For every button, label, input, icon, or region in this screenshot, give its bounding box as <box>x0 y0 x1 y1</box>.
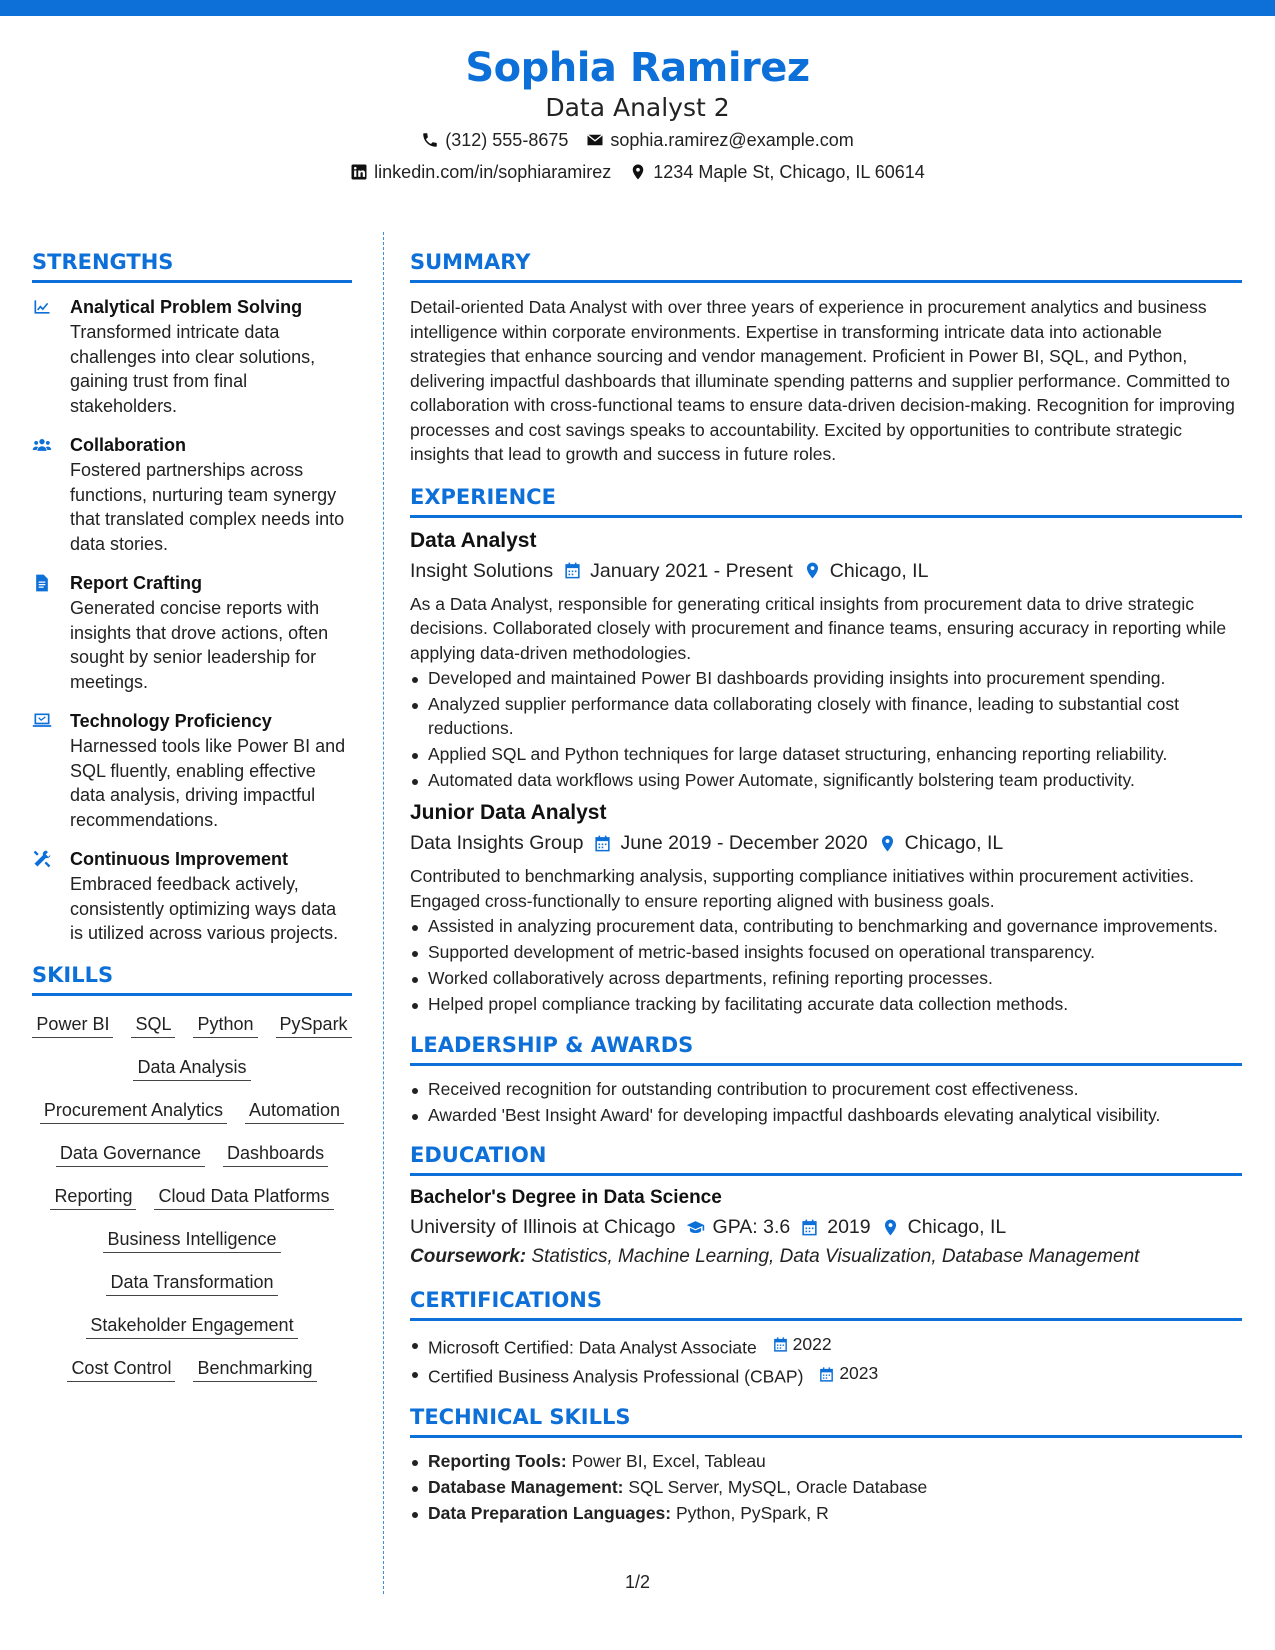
technical-skill-label: Reporting Tools: <box>428 1451 567 1471</box>
job-dates <box>593 828 867 858</box>
skill-tag: Data Analysis <box>133 1055 250 1081</box>
chart-line-icon <box>32 297 52 317</box>
job-location-text: Chicago, IL <box>904 832 1004 854</box>
left-column <box>32 248 352 1382</box>
calendar-icon <box>563 561 582 580</box>
education-year-text: 2019 <box>827 1216 871 1238</box>
email-text: sophia.ramirez@example.com <box>610 130 854 150</box>
skill-tag: Benchmarking <box>193 1356 316 1382</box>
skill-tag: Automation <box>245 1098 344 1124</box>
envelope-icon <box>586 131 604 149</box>
strength-title: Report Crafting <box>70 573 202 593</box>
certification-year: 2023 <box>839 1363 879 1384</box>
skill-tag: PySpark <box>276 1012 352 1038</box>
technical-skill-label: Data Preparation Languages: <box>428 1503 672 1523</box>
contact-row-2 <box>0 156 1275 188</box>
job-bullet: Applied SQL and Python techniques for large dataset structuring, enhancing reporting reliability. <box>410 743 1242 767</box>
map-pin-icon <box>878 834 897 853</box>
skill-tag: Python <box>193 1012 257 1038</box>
laptop-icon <box>32 711 52 731</box>
strength-title: Analytical Problem Solving <box>70 297 303 317</box>
job-description: As a Data Analyst, responsible for generating critical insights from procurement data to drive strategic decisions. Collaborated closely with procurement and finance teams, ensuring accuracy in reporting while applying data-driven methodologies. <box>410 593 1227 663</box>
job-meta <box>410 828 1242 858</box>
job-title: Junior Data Analyst <box>410 801 607 824</box>
certifications-list <box>410 1333 1242 1389</box>
contact-row-1 <box>0 124 1275 156</box>
job-title: Data Analyst <box>410 528 537 552</box>
job-bullet: Supported development of metric-based insights focused on operational transparency. <box>410 941 1242 965</box>
map-pin-icon <box>629 163 647 181</box>
skill-tag: SQL <box>131 1012 175 1038</box>
skill-tag: Cloud Data Platforms <box>154 1184 333 1210</box>
skill-tag: Procurement Analytics <box>40 1098 227 1124</box>
strength-item <box>32 295 352 418</box>
job-bullets <box>410 915 1242 1017</box>
job-bullet: Automated data workflows using Power Automate, significantly bolstering team productivity. <box>410 769 1242 793</box>
coursework-label: Coursework: <box>410 1246 527 1267</box>
award-item: Awarded 'Best Insight Award' for developing impactful dashboards elevating analytical visibility. <box>410 1104 1242 1128</box>
strengths-heading: STRENGTHS <box>32 248 352 283</box>
award-item: Received recognition for outstanding contribution to procurement cost effectiveness. <box>410 1078 1242 1102</box>
job-location <box>803 556 929 586</box>
strength-desc: Harnessed tools like Power BI and SQL fluently, enabling effective data analysis, driving impactful recommendations. <box>70 736 346 830</box>
job-location <box>878 828 1004 858</box>
map-pin-icon <box>881 1218 900 1237</box>
top-accent-bar <box>0 0 1275 16</box>
strength-item <box>32 847 352 946</box>
job-location-text: Chicago, IL <box>829 559 929 582</box>
calendar-icon <box>800 1218 819 1237</box>
users-icon <box>32 435 52 455</box>
education-meta <box>410 1212 1242 1242</box>
education-location <box>881 1212 1007 1242</box>
job-company: Insight Solutions <box>410 559 554 582</box>
strength-item <box>32 709 352 832</box>
candidate-role: Data Analyst 2 <box>545 93 730 122</box>
strength-title: Continuous Improvement <box>70 849 289 869</box>
technical-skills-heading: TECHNICAL SKILLS <box>410 1403 1242 1438</box>
strength-desc: Embraced feedback actively, consistently optimizing ways data is utilized across various projects. <box>70 874 339 943</box>
strength-item <box>32 571 352 694</box>
linkedin-contact[interactable] <box>350 156 611 188</box>
technical-skills-list <box>410 1450 1242 1526</box>
skill-tag: Business Intelligence <box>103 1227 280 1253</box>
job-entry <box>410 798 1242 1017</box>
strength-desc: Fostered partnerships across functions, nurturing team synergy that translated complex needs into data stories. <box>70 460 345 554</box>
skill-tag: Data Governance <box>56 1141 205 1167</box>
column-divider <box>383 232 384 1594</box>
calendar-icon <box>818 1366 835 1383</box>
skill-tag: Power BI <box>32 1012 113 1038</box>
technical-skill-item <box>410 1502 1242 1526</box>
phone-contact[interactable] <box>421 124 568 156</box>
leadership-heading: LEADERSHIP & AWARDS <box>410 1031 1242 1066</box>
page-number: 1/2 <box>624 1572 651 1592</box>
technical-skill-item <box>410 1450 1242 1474</box>
job-dates-text: January 2021 - Present <box>590 559 793 582</box>
phone-icon <box>421 131 439 149</box>
leadership-list <box>410 1078 1242 1128</box>
linkedin-icon <box>350 163 368 181</box>
skill-tag: Data Transformation <box>106 1270 277 1296</box>
technical-skill-label: Database Management: <box>428 1477 624 1497</box>
job-bullet: Worked collaboratively across departments, refining reporting processes. <box>410 967 1242 991</box>
skill-tag: Stakeholder Engagement <box>86 1313 297 1339</box>
address-contact <box>629 156 925 188</box>
education-year <box>800 1212 870 1242</box>
strength-desc: Transformed intricate data challenges into clear solutions, gaining trust from final stakeholders. <box>70 322 316 416</box>
certification-date <box>818 1362 878 1386</box>
linkedin-text: linkedin.com/in/sophiaramirez <box>374 162 612 182</box>
certifications-heading: CERTIFICATIONS <box>410 1286 1242 1321</box>
job-bullet: Developed and maintained Power BI dashboards providing insights into procurement spending. <box>410 667 1242 691</box>
job-dates <box>563 556 793 586</box>
skills-heading: SKILLS <box>32 961 352 996</box>
skills-list <box>32 1008 352 1382</box>
technical-skill-value: SQL Server, MySQL, Oracle Database <box>628 1477 928 1497</box>
calendar-icon <box>593 834 612 853</box>
job-bullets <box>410 667 1242 792</box>
phone-text: (312) 555-8675 <box>445 130 569 150</box>
education-gpa <box>686 1212 791 1242</box>
certification-date <box>772 1333 832 1357</box>
education-gpa-text: GPA: 3.6 <box>712 1216 791 1238</box>
skill-tag: Reporting <box>50 1184 136 1210</box>
skill-tag: Cost Control <box>67 1356 175 1382</box>
job-bullet: Helped propel compliance tracking by facilitating accurate data collection methods. <box>410 993 1242 1017</box>
candidate-name: Sophia Ramirez <box>465 45 810 91</box>
certification-name: Certified Business Analysis Professional (CBAP) <box>428 1366 804 1387</box>
tools-icon <box>32 849 52 869</box>
address-text: 1234 Maple St, Chicago, IL 60614 <box>653 162 925 182</box>
resume-header <box>0 44 1275 188</box>
education-heading: EDUCATION <box>410 1141 1242 1176</box>
strength-title: Technology Proficiency <box>70 711 272 731</box>
education-school: University of Illinois at Chicago <box>410 1216 676 1238</box>
education-coursework <box>410 1242 1242 1272</box>
experience-heading: EXPERIENCE <box>410 483 1242 518</box>
skill-tag: Dashboards <box>223 1141 328 1167</box>
technical-skill-value: Python, PySpark, R <box>676 1503 829 1523</box>
document-icon <box>32 573 52 593</box>
job-bullet: Assisted in analyzing procurement data, contributing to benchmarking and governance improvements. <box>410 915 1242 939</box>
job-meta <box>410 556 1242 586</box>
certification-item <box>410 1362 1242 1389</box>
job-entry <box>410 526 1242 793</box>
right-column <box>410 248 1242 1528</box>
education-degree: Bachelor's Degree in Data Science <box>410 1187 722 1208</box>
email-contact[interactable] <box>586 124 853 156</box>
technical-skill-item <box>410 1476 1242 1500</box>
education-location-text: Chicago, IL <box>907 1216 1007 1238</box>
graduation-cap-icon <box>686 1218 705 1237</box>
job-bullet: Analyzed supplier performance data collaborating closely with finance, leading to substantial cost reductions. <box>410 693 1242 740</box>
job-description: Contributed to benchmarking analysis, supporting compliance initiatives within procurement activities. Engaged cross-functionally to ensure reporting aligned with business goals. <box>410 866 1194 911</box>
strength-title: Collaboration <box>70 435 186 455</box>
summary-heading: SUMMARY <box>410 248 1242 283</box>
certification-item <box>410 1333 1242 1360</box>
strength-desc: Generated concise reports with insights that drove actions, often sought by senior leadership for meetings. <box>70 598 329 692</box>
map-pin-icon <box>803 561 822 580</box>
certification-name: Microsoft Certified: Data Analyst Associate <box>428 1337 757 1358</box>
technical-skill-value: Power BI, Excel, Tableau <box>571 1451 766 1471</box>
summary-text: Detail-oriented Data Analyst with over three years of experience in procurement analytics and business intelligence within corporate environments. Expertise in transforming intricate data into actionable strategies that enhance sourcing and vendor management. Proficient in Power BI, SQL, and Python, delivering impactful dashboards that illuminate spending patterns and supplier performance. Committed to collaboration with cross-functional teams to ensure data-driven decision-making. Recognition for improving processes and cost savings speaks to accountability. Excited by opportunities to contribute strategic insights that lead to growth and success in future roles. <box>410 297 1235 464</box>
job-company: Data Insights Group <box>410 832 584 854</box>
certification-year: 2022 <box>792 1334 832 1354</box>
coursework-text: Statistics, Machine Learning, Data Visualization, Database Management <box>531 1246 1140 1267</box>
job-dates-text: June 2019 - December 2020 <box>620 832 868 854</box>
strength-item <box>32 433 352 556</box>
calendar-icon <box>772 1336 789 1353</box>
